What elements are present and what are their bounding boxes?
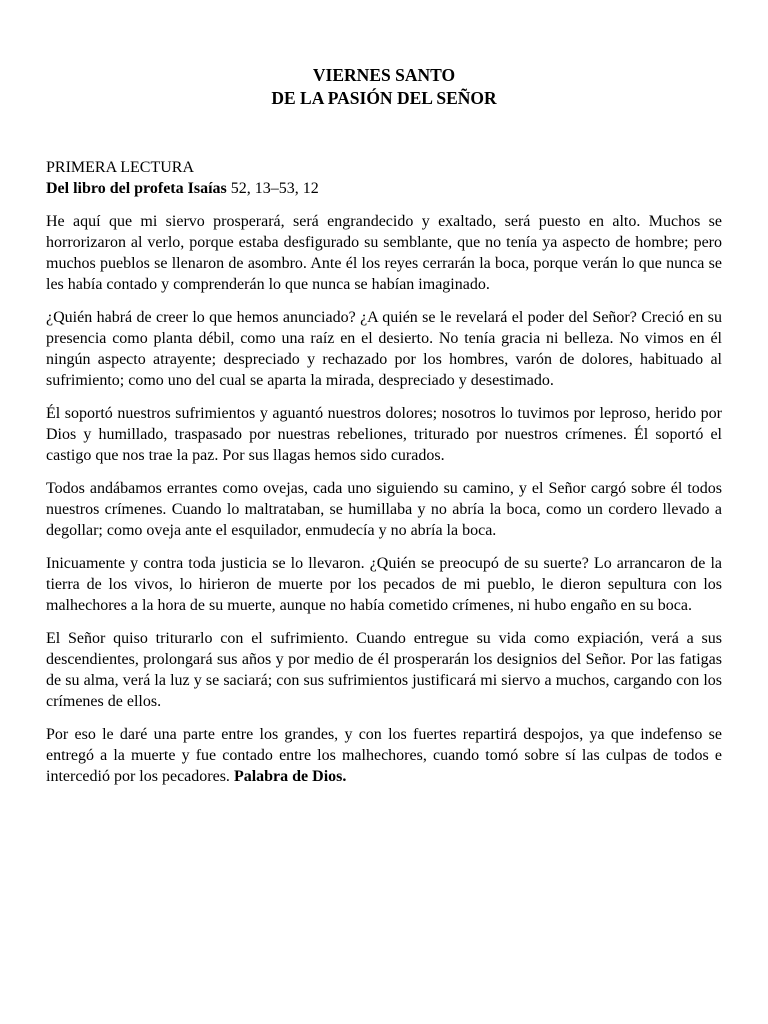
document-title (46, 64, 722, 110)
paragraph-2: ¿Quién habrá de creer lo que hemos anunciado? ¿A quién se le revelará el poder del Señor? Creció en su presencia como planta débil, como una raíz en el desierto. No tenía gracia ni belleza. No vimos en él ningún aspecto atrayente; despreciado y rechazado por los hombres, varón de dolores, habituado al sufrimiento; como uno del cual se aparta la mirada, despreciado y desestimado. (46, 309, 722, 389)
reading-citation: 52, 13–53, 12 (226, 180, 319, 197)
reading-source (46, 178, 722, 199)
paragraph-5: Inicuamente y contra toda justicia se lo llevaron. ¿Quién se preocupó de su suerte? Lo arrancaron de la tierra de los vivos, lo hirieron de muerte por los pecados de mi pueblo, le dieron sepultura con los malhechores a la hora de su muerte, aunque no había cometido crímenes, ni hubo engaño en su boca. (46, 555, 722, 614)
paragraph-4: Todos andábamos errantes como ovejas, cada uno siguiendo su camino, y el Señor cargó sobre él todos nuestros crímenes. Cuando lo maltrataban, se humillaba y no abría la boca, como un cordero llevado a degollar; como oveja ante el esquilador, enmudecía y no abría la boca. (46, 480, 722, 539)
title-line-2: DE LA PASIÓN DEL SEÑOR (271, 88, 497, 108)
reading-label: PRIMERA LECTURA (46, 159, 195, 176)
title-line-1: VIERNES SANTO (312, 65, 456, 85)
paragraph-1: He aquí que mi siervo prosperará, será engrandecido y exaltado, será puesto en alto. Muchos se horrorizaron al verlo, porque estaba desfigurado su semblante, que no tenía ya aspecto de hombre; pero muchos pueblos se llenaron de asombro. Ante él los reyes cerrarán la boca, porque verán lo que nunca se les había contado y comprenderán lo que nunca se habían imaginado. (46, 213, 722, 293)
paragraph-7-text: Por eso le daré una parte entre los grandes, y con los fuertes repartirá despojos, ya que indefenso se entregó a la muerte y fue contado entre los malhechores, cuando tomó sobre sí las culpas de todos e intercedió por los pecadores. (46, 726, 722, 785)
paragraph-6: El Señor quiso triturarlo con el sufrimiento. Cuando entregue su vida como expiación, verá a sus descendientes, prolongará sus años y por medio de él prosperarán los designios del Señor. Por las fatigas de su alma, verá la luz y se saciará; con sus sufrimientos justificará mi siervo a muchos, cargando con los crímenes de ellos. (46, 630, 722, 710)
reading-book: Del libro del profeta Isaías (46, 180, 227, 197)
closing-phrase: Palabra de Dios. (233, 768, 347, 785)
paragraph-7 (46, 724, 722, 787)
paragraph-3: Él soportó nuestros sufrimientos y aguantó nuestros dolores; nosotros lo tuvimos por leproso, herido por Dios y humillado, traspasado por nuestras rebeliones, triturado por nuestros crímenes. Él soportó el castigo que nos trae la paz. Por sus llagas hemos sido curados. (46, 405, 722, 464)
